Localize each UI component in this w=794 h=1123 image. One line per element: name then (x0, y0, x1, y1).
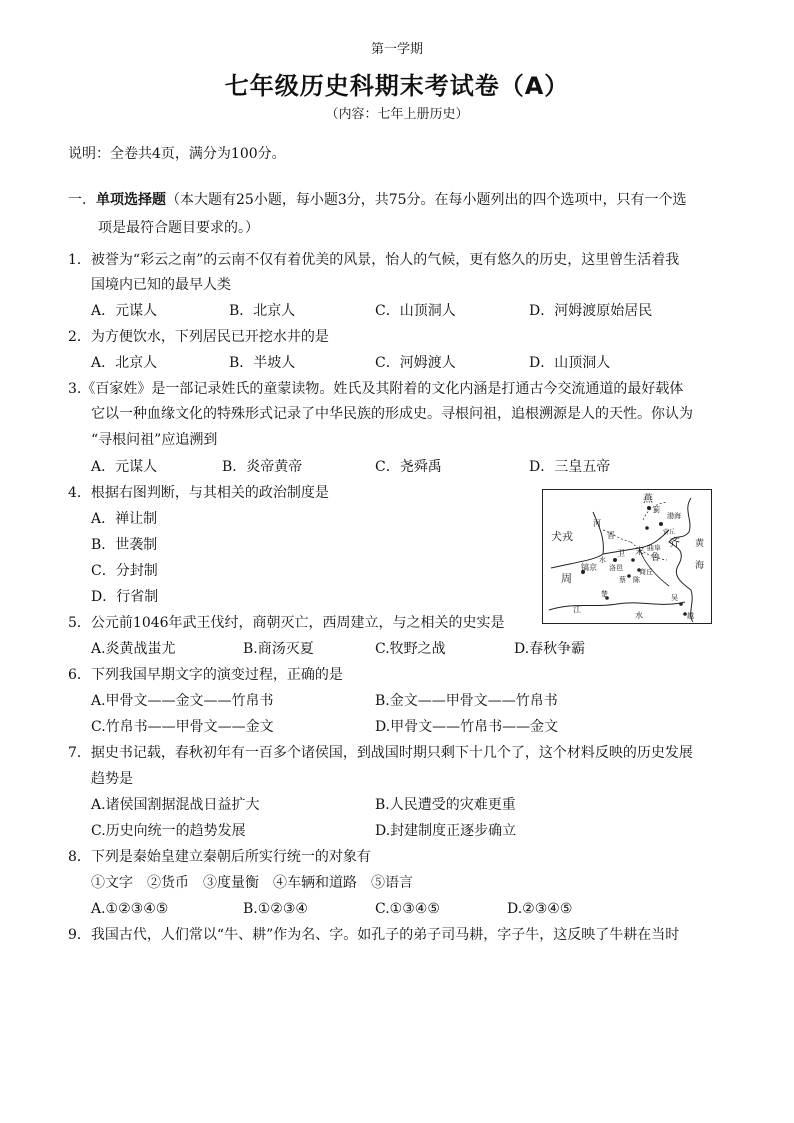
map-label: 蔡 (619, 576, 626, 584)
question-1-line-2: 国境内已知的最早人类 (91, 277, 231, 293)
exam-term: 第一学期 (370, 42, 423, 57)
question-5-line-1: 5．公元前1046年武王伐纣，商朝灭亡，西周建立，与之相关的史实是 (68, 615, 505, 631)
map-label: 水 (635, 611, 643, 620)
q1-option-a: A．元谋人 (91, 303, 158, 319)
map-label: 镐京 (581, 563, 597, 572)
q2-option-d: D．山顶洞人 (529, 355, 611, 371)
q3-option-d: D．三皇五帝 (529, 459, 611, 475)
q4-option-a: A．禅让制 (91, 511, 158, 527)
question-4-line-1: 4．根据右图判断，与其相关的政治制度是 (68, 485, 329, 501)
q2-option-a: A．北京人 (91, 355, 158, 371)
q8-option-a: A.①②③④⑤ (91, 901, 169, 917)
q1-option-b: B．北京人 (229, 303, 296, 319)
q3-option-c: C．尧舜禹 (375, 459, 442, 475)
q6-option-a: A.甲骨文——金文——竹帛书 (91, 693, 274, 709)
map-label: 鲁 (651, 553, 661, 563)
q5-option-a: A.炎黄战蚩尤 (91, 641, 176, 657)
q8-items: ①文字 ②货币 ③度量衡 ④车辆和道路 ⑤语言 (91, 875, 413, 891)
map-label: 海 (695, 561, 705, 571)
map-drawing (543, 490, 711, 623)
exam-note: 说明：全卷共4页，满分为100分。 (68, 146, 286, 162)
map-label: 江 (573, 605, 581, 614)
q7-option-b: B.人民遭受的灾难更重 (375, 797, 516, 813)
map-label: 周 (561, 572, 572, 585)
q5-option-b: B.商汤灭夏 (243, 641, 314, 657)
map-label: 洛邑 (609, 564, 623, 572)
q2-option-b: B．半坡人 (229, 355, 296, 371)
q7-option-c: C.历史向统一的趋势发展 (91, 823, 246, 839)
q5-option-c: C.牧野之战 (375, 641, 446, 657)
section-instructions: （本大题有25小题，每小题3分，共75分。在每小题列出的四个选项中，只有一个选 (166, 192, 687, 208)
question-7-line-1: 7．据史书记载，春秋初年有一百多个诸侯国，到战国时期只剩下十几个了，这个材料反映的历史发展 (68, 745, 693, 761)
question-2-line-1: 2．为方便饮水，下列居民已开挖水井的是 (68, 329, 329, 345)
map-label: 黄 (695, 539, 705, 549)
q8-option-d: D.②③④⑤ (507, 901, 573, 917)
map-label: 渤海 (667, 512, 681, 520)
q2-option-c: C．河姆渡人 (375, 355, 456, 371)
q1-option-c: C．山顶洞人 (375, 303, 456, 319)
question-9-line-1: 9．我国古代，人们常以“牛、耕”作为名、字。如孔子的弟子司马耕，字子牛，这反映了牛耕在当时 (68, 927, 680, 943)
map-label: 营丘 (663, 529, 676, 536)
q6-option-d: D.甲骨文——竹帛书——金文 (375, 719, 559, 735)
map-label: 卫 (617, 549, 625, 558)
map-label: 越 (687, 612, 694, 620)
map-label: 水 (599, 556, 606, 564)
section-heading (68, 190, 687, 210)
western-zhou-map (542, 489, 712, 624)
question-7-line-2: 趋势是 (91, 771, 133, 787)
exam-subtitle: （内容：七年上册历史） (325, 107, 469, 122)
q3-option-b: B．炎帝黄帝 (222, 459, 303, 475)
q8-option-c: C.①③④⑤ (375, 901, 440, 917)
q6-option-c: C.竹帛书——甲骨文——金文 (91, 719, 274, 735)
q7-option-a: A.诸侯国割据混战日益扩大 (91, 797, 260, 813)
question-3-line-1: 3.《百家姓》是一部记录姓氏的童蒙读物。姓氏及其附着的文化内涵是打通古今交流通道的最好载体 (68, 381, 684, 397)
question-3-line-2: 它以一种血缘文化的特殊形式记录了中华民族的形成史。寻根问祖，追根溯源是人的天性。你认为 (91, 406, 693, 422)
map-label: 犬戎 (551, 530, 573, 543)
section-number: 一． (68, 192, 96, 208)
q7-option-d: D.封建制度正逐步确立 (375, 823, 517, 839)
map-label: 河 (593, 519, 601, 528)
section-title: 单项选择题 (96, 192, 166, 208)
q8-option-b: B.①②③④ (243, 901, 308, 917)
q4-option-b: B．世袭制 (91, 537, 158, 553)
map-label: 晋 (607, 531, 615, 540)
map-label: 齐 (669, 536, 680, 549)
q6-option-b: B.金文——甲骨文——竹帛书 (375, 693, 558, 709)
exam-title: 七年级历史科期末考试卷（A） (224, 72, 570, 100)
map-label: 蓟 (653, 506, 660, 514)
map-label: 宋 (635, 547, 645, 557)
question-3-line-3: “寻根问祖”应追溯到 (91, 432, 218, 448)
question-1-line-1: 1．被誉为“彩云之南”的云南不仅有着优美的风景，怡人的气候，更有悠久的历史，这里曾生活着我 (68, 252, 680, 268)
q3-option-a: A．元谋人 (91, 459, 158, 475)
q5-option-d: D.春秋争霸 (514, 641, 586, 657)
map-label: 商丘 (639, 568, 653, 576)
map-label: 吴 (671, 594, 678, 602)
q4-option-d: D．行省制 (91, 589, 159, 605)
question-6-line-1: 6．下列我国早期文字的演变过程，正确的是 (68, 667, 343, 683)
q1-option-d: D．河姆渡原始居民 (529, 303, 653, 319)
question-8-line-1: 8．下列是秦始皇建立秦朝后所实行统一的对象有 (68, 849, 371, 865)
section-instructions-cont: 项是最符合题目要求的。） (98, 220, 259, 236)
map-label: 燕 (643, 494, 653, 505)
q4-option-c: C．分封制 (91, 563, 158, 579)
map-label: 曲阜 (647, 544, 661, 552)
map-label: 楚 (601, 590, 608, 598)
map-label: 陈 (633, 576, 640, 584)
